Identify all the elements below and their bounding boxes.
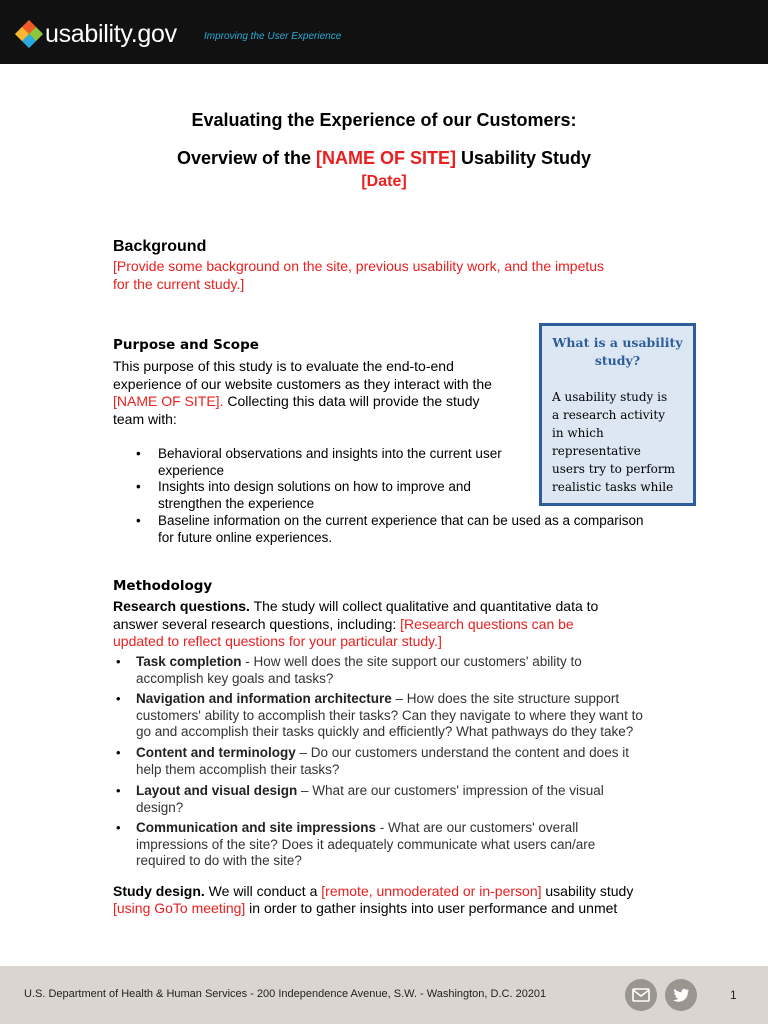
bullet-dot: • [136,479,141,494]
research-question-item: Content and terminology – Do our customers understand the content and does it help them accomplish their tasks? [136,745,629,777]
research-questions-line: updated to reflect questions for your particular study.] [113,633,442,649]
usability-gov-logo[interactable] [18,20,177,48]
research-questions-line: Research questions. The study will collect qualitative and quantitative data to [113,598,599,614]
research-question-item: Task completion - How well does the site support our customers' ability to accomplish key goals and tasks? [136,654,582,686]
callout-body: A usability study is a research activity in which representative users try to perform realistic tasks while [552,390,676,494]
purpose-bullet: Baseline information on the current experience that can be used as a comparison for future online experiences. [158,513,644,545]
bullet-dot: • [136,513,141,528]
study-design-line: [using GoTo meeting] in order to gather insights into user performance and unmet [113,900,618,916]
page-footer [0,966,768,1024]
document-title: Evaluating the Experience of our Customers: [191,110,577,130]
purpose-text-line: team with: [113,411,177,427]
study-design-line: Study design. We will conduct a [remote, unmoderated or in-person] usability study [113,883,634,899]
logo-text: usability.gov [45,20,177,48]
purpose-text-line: experience of our website customers as they interact with the [113,376,492,392]
bullet-dot: • [136,446,141,461]
background-heading: Background [113,238,207,255]
purpose-bullet: Behavioral observations and insights into the current user experience [158,446,502,478]
tagline: Improving the User Experience [204,31,342,42]
twitter-icon[interactable] [665,979,697,1011]
bullet-dot: • [116,691,121,706]
site-header [0,0,768,64]
research-question-item: Navigation and information architecture – How does the site structure support customers' ability to accomplish their tasks? Can they navigate to where they want to go and accomplish their tasks quickly and efficiently? What pathways do they take? [136,691,643,739]
background-text-line: [Provide some background on the site, previous usability work, and the impetus [113,258,605,274]
purpose-heading: Purpose and Scope [113,337,259,353]
document-date: [Date] [361,173,407,190]
background-text-line: for the current study.] [113,276,245,292]
usability-study-callout [539,323,696,506]
email-icon[interactable] [625,979,657,1011]
bullet-dot: • [116,820,121,835]
purpose-text-line: This purpose of this study is to evaluate the end-to-end [113,358,454,374]
logo-mark-icon [18,23,40,45]
bullet-dot: • [116,783,121,798]
research-question-item: Layout and visual design – What are our customers' impression of the visual design? [136,783,604,815]
research-question-item: Communication and site impressions - What are our customers' overall impressions of the site? Does it adequately communicate what users can/are required to do with the site? [136,820,596,868]
callout-title: What is a usability study? [552,335,683,368]
purpose-text-line: [NAME OF SITE]. Collecting this data will provide the study [113,393,480,409]
page-number: 1 [730,988,737,1002]
research-questions-line: answer several research questions, including: [Research questions can be [113,616,574,632]
bullet-dot: • [116,745,121,760]
methodology-heading: Methodology [113,578,213,594]
bullet-dot: • [116,654,121,669]
purpose-bullet: Insights into design solutions on how to improve and strengthen the experience [158,479,471,511]
document-subtitle: Overview of the [NAME OF SITE] Usability Study [176,148,592,168]
footer-address: U.S. Department of Health & Human Services - 200 Independence Avenue, S.W. - Washington, D.C. 20201 [24,988,547,1000]
